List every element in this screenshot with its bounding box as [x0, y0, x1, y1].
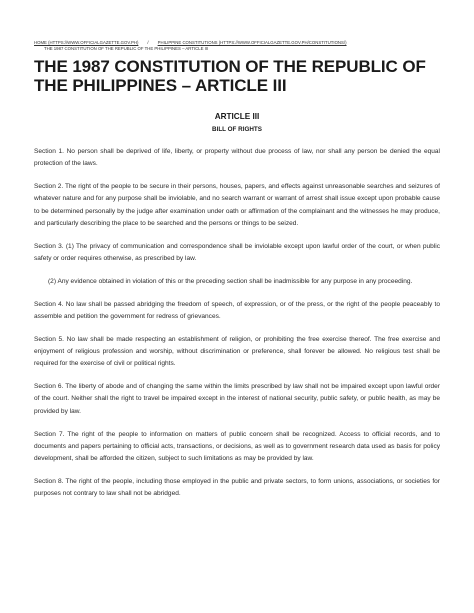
breadcrumb [34, 40, 440, 51]
breadcrumb-home-link[interactable]: HOME (HTTPS://WWW.OFFICIALGAZETTE.GOV.PH) [34, 40, 139, 45]
document-page [34, 0, 440, 613]
section-paragraph: Section 6. The liberty of abode and of changing the same within the limits prescribed by law shall not be impaired except upon lawful order of the court. Neither shall the right to travel be impaired except in the interest of national security, public safety, or public health, as may be provided by law. [34, 383, 440, 415]
article-subheading: BILL OF RIGHTS [212, 126, 262, 133]
section-paragraph: Section 1. No person shall be deprived of life, liberty, or property without due process of law, nor shall any person be denied the equal protection of the laws. [34, 148, 440, 168]
section-paragraph: Section 5. No law shall be made respecting an establishment of religion, or prohibiting the free exercise thereof. The free exercise and enjoyment of religious profession and worship, without discrimination or preference, shall forever be allowed. No religious test shall be required for the exercise of civil or political rights. [34, 335, 440, 368]
section-paragraph: (2) Any evidence obtained in violation of this or the preceding section shall be inadmissible for any purpose in any proceeding. [48, 277, 413, 285]
section-paragraph: Section 7. The right of the people to information on matters of public concern shall be recognized. Access to official records, and to documents and papers pertaining to official acts, transactions, or decisions, as well as to government research data used as basis for policy development, shall be afforded the citizen, subject to such limitations as may be provided by law. [34, 430, 440, 463]
breadcrumb-current: THE 1987 CONSTITUTION OF THE REPUBLIC OF THE PHILIPPINES – ARTICLE III [44, 45, 209, 51]
breadcrumb-constitutions-link[interactable]: PHILIPPINE CONSTITUTIONS (HTTPS://WWW.OFFICIALGAZETTE.GOV.PH/CONSTITUTIONS/) [157, 40, 347, 45]
page-title: THE 1987 CONSTITUTION OF THE REPUBLIC OF THE PHILIPPINES – ARTICLE III [34, 57, 426, 95]
section-paragraph: Section 4. No law shall be passed abridging the freedom of speech, of expression, or of the press, or the right of the people peaceably to assemble and petition the government for redress of grievances. [34, 300, 440, 320]
article-heading: ARTICLE III [214, 112, 260, 121]
section-paragraph: Section 2. The right of the people to be secure in their persons, houses, papers, and effects against unreasonable searches and seizures of whatever nature and for any purpose shall be inviolable, and no search warrant or warrant of arrest shall issue except upon probable cause to be determined personally by the judge after examination under oath or affirmation of the complainant and the witnesses he may produce, and particularly describing the place to be searched and the persons or things to be seized. [34, 183, 440, 227]
section-paragraph: Section 3. (1) The privacy of communication and correspondence shall be inviolable except upon lawful order of the court, or when public safety or order requires otherwise, as prescribed by law. [34, 242, 440, 263]
breadcrumb-separator: / [147, 40, 149, 45]
section-paragraph: Section 8. The right of the people, including those employed in the public and private sectors, to form unions, associations, or societies for purposes not contrary to law shall not be abridged. [34, 477, 440, 498]
sections-body [34, 146, 440, 511]
